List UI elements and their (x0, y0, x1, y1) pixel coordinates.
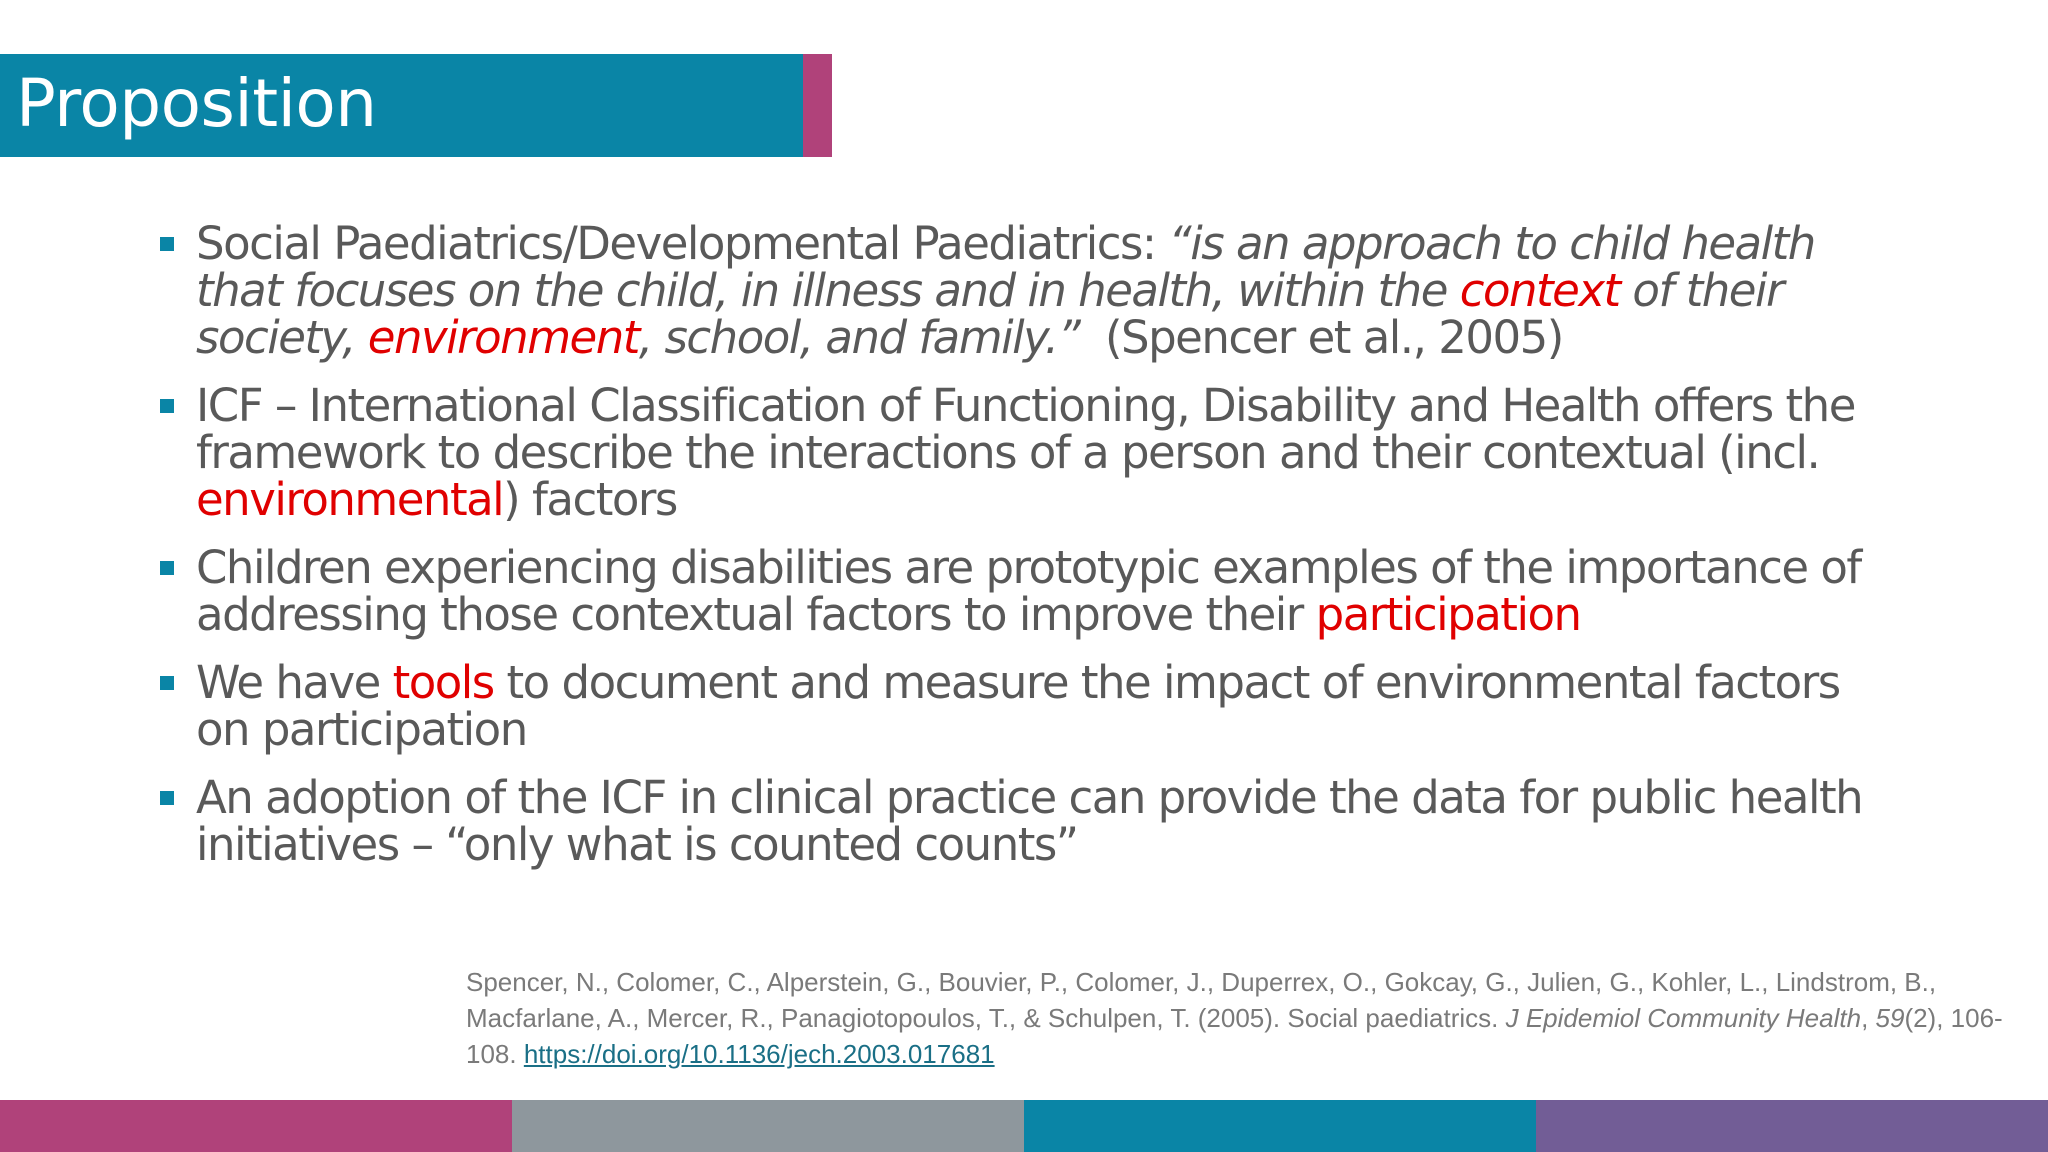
bullet-text: Children experiencing disabilities are prototypic examples of the importance of addressing those contextual factors to improve their (196, 541, 1861, 641)
bullet-item-icf (160, 379, 1880, 526)
highlight-environmental: environmental (196, 473, 504, 526)
doi-link[interactable]: https://doi.org/10.1136/jech.2003.017681 (523, 1039, 995, 1069)
reference-issue-pages: (2), 106-108. (466, 1003, 2003, 1069)
title-accent-stripe (803, 54, 832, 157)
bullet-lead-text: Social Paediatrics/Developmental Paediatrics: (196, 217, 1169, 270)
square-bullet-icon (160, 399, 174, 413)
definition-quote-part: , school, and family.” (638, 311, 1080, 364)
footer-segment-gray (512, 1100, 1024, 1152)
bullet-list (160, 217, 1880, 888)
bullet-item-icf-adoption (160, 771, 1880, 871)
bullet-text: to document and measure the impact of environmental factors on participation (196, 656, 1840, 756)
square-bullet-icon (160, 237, 174, 251)
reference-separator: , (1861, 1003, 1876, 1033)
square-bullet-icon (160, 791, 174, 805)
bullet-item-social-paediatrics (160, 217, 1880, 364)
bullet-text: ICF – International Classification of Functioning, Disability and Health offers the framework to describe the interactions of a person and their contextual (incl. (196, 379, 1855, 479)
bullet-text: An adoption of the ICF in clinical practice can provide the data for public health initiatives – “only what is counted counts” (196, 771, 1863, 871)
reference-volume: 59 (1875, 1003, 1905, 1033)
highlight-tools: tools (392, 656, 494, 709)
reference-journal: J Epidemiol Community Health (1505, 1003, 1862, 1033)
definition-quote-part: “is an approach to child health that focuses on the child, in illness and in health, within the (196, 217, 1815, 317)
slide-title: Proposition (16, 65, 377, 142)
square-bullet-icon (160, 676, 174, 690)
bullet-item-tools (160, 656, 1880, 756)
bullet-item-children-disabilities (160, 541, 1880, 641)
inline-citation: (Spencer et al., 2005) (1079, 311, 1563, 364)
reference-citation (466, 964, 2026, 1072)
square-bullet-icon (160, 561, 174, 575)
highlight-context: context (1459, 264, 1620, 317)
definition-quote-part: of their society, (196, 264, 1783, 364)
reference-authors: Spencer, N., Colomer, C., Alperstein, G., Bouvier, P., Colomer, J., Duperrex, O., Gokcay, G., Julien, G., Kohler, L., Lindstrom, B., Macfarlane, A., Mercer, R., Panagiotopoulos, T., & Schulpen, T. (2005). Social paediatrics. (466, 967, 1937, 1033)
footer-segment-magenta (0, 1100, 512, 1152)
footer-color-band (0, 1100, 2048, 1152)
footer-segment-teal (1024, 1100, 1536, 1152)
bullet-text: ) factors (503, 473, 677, 526)
footer-segment-purple (1536, 1100, 2048, 1152)
highlight-participation: participation (1315, 588, 1581, 641)
highlight-environment: environment (367, 311, 639, 364)
bullet-text: We have (196, 656, 393, 709)
